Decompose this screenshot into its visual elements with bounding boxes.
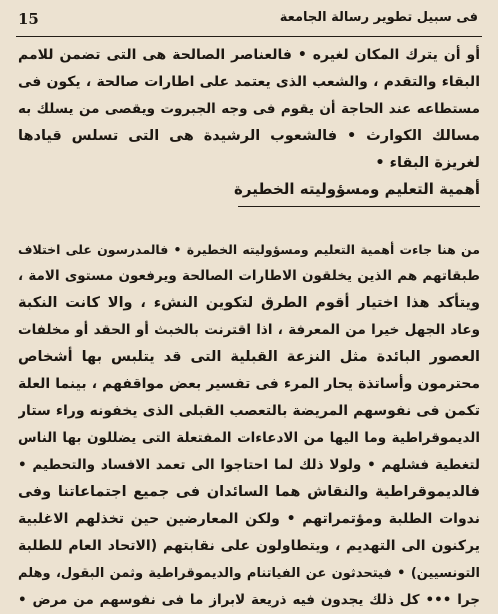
- text-line: لتغطية فشلهم • ولولا ذلك لما احتاجوا الى تعمد الافساد والتحطيم •: [18, 457, 480, 473]
- text-line: تكمن فى نفوسهم المريضة بالتعصب القبلى الذى يخفونه وراء ستار: [18, 403, 480, 419]
- text-line: العصور البائدة مثل النزعة القبلية التى قد يتلبس بها أشخاص: [18, 349, 480, 365]
- text-line: مستطاعه عند الحاجة أن يقوم فى وجه الجبروت ويقصى من يسلك به: [18, 101, 480, 117]
- text-line: وعاد الجهل خيرا من المعرفة ، اذا اقترنت بالخبث أو الحقد أو مخلفات: [18, 322, 480, 338]
- header-rule: [16, 36, 482, 37]
- text-line: الديموقراطية وما اليها من الادعاءات المفتعلة التى يضللون بها الناس: [18, 430, 480, 446]
- text-line: من هنا جاءت أهمية التعليم ومسؤوليته الخطيرة • فالمدرسون على اختلاف: [18, 242, 480, 257]
- section-heading-underline: [238, 206, 480, 207]
- text-line: أو أن يترك المكان لغيره • فالعناصر الصالحة هى التى تضمن للامم: [18, 47, 480, 63]
- text-line: التونسيين) • فيتحدثون عن الفياتنام والديموقراطية وثمن البقول، وهلم: [18, 566, 480, 581]
- paragraph-intro: [18, 42, 480, 177]
- text-line: يركنون الى التهديم ، ويتطاولون على نقابتهم (الاتحاد العام للطلبة: [18, 538, 480, 554]
- running-title: فى سبيل تطوير رسالة الجامعة: [279, 10, 478, 25]
- text-line: محترمون وأساتذة يحار المرء فى تفسير بعض مواقفهم ، بينما العلة: [18, 376, 480, 392]
- section-heading: أهمية التعليم ومسؤوليته الخطيرة: [234, 180, 480, 198]
- text-line: جرا ••• كل ذلك يجدون فيه ذريعة لابراز ما فى نفوسهم من مرض •: [18, 592, 480, 608]
- text-line: مسالك الكوارث • فالشعوب الرشيدة هى التى تسلس قيادها: [18, 128, 480, 144]
- text-line: فالديموقراطية والنقاش هما السائدان فى جميع اجتماعاتنا وفى: [18, 484, 480, 500]
- text-line: لغريزة البقاء •: [375, 155, 480, 171]
- text-line: ويتأكد هذا اختيار أقوم الطرق لتكوين النشء ، والا كانت النكبة: [18, 295, 480, 311]
- page-number: 15: [18, 10, 39, 28]
- text-line: طبقاتهم هم الذين يخلقون الاطارات الصالحة ويرفعون مستوى الامة ،: [18, 268, 480, 284]
- text-line: البقاء والتقدم ، والشعب الذى يعتمد على اطارات صالحة ، يكون فى: [18, 74, 480, 90]
- text-line: ندوات الطلبة ومؤتمراتهم • ولكن المعارضين حين تخذلهم الاغلبية: [18, 511, 480, 527]
- paragraph-body: [18, 236, 480, 614]
